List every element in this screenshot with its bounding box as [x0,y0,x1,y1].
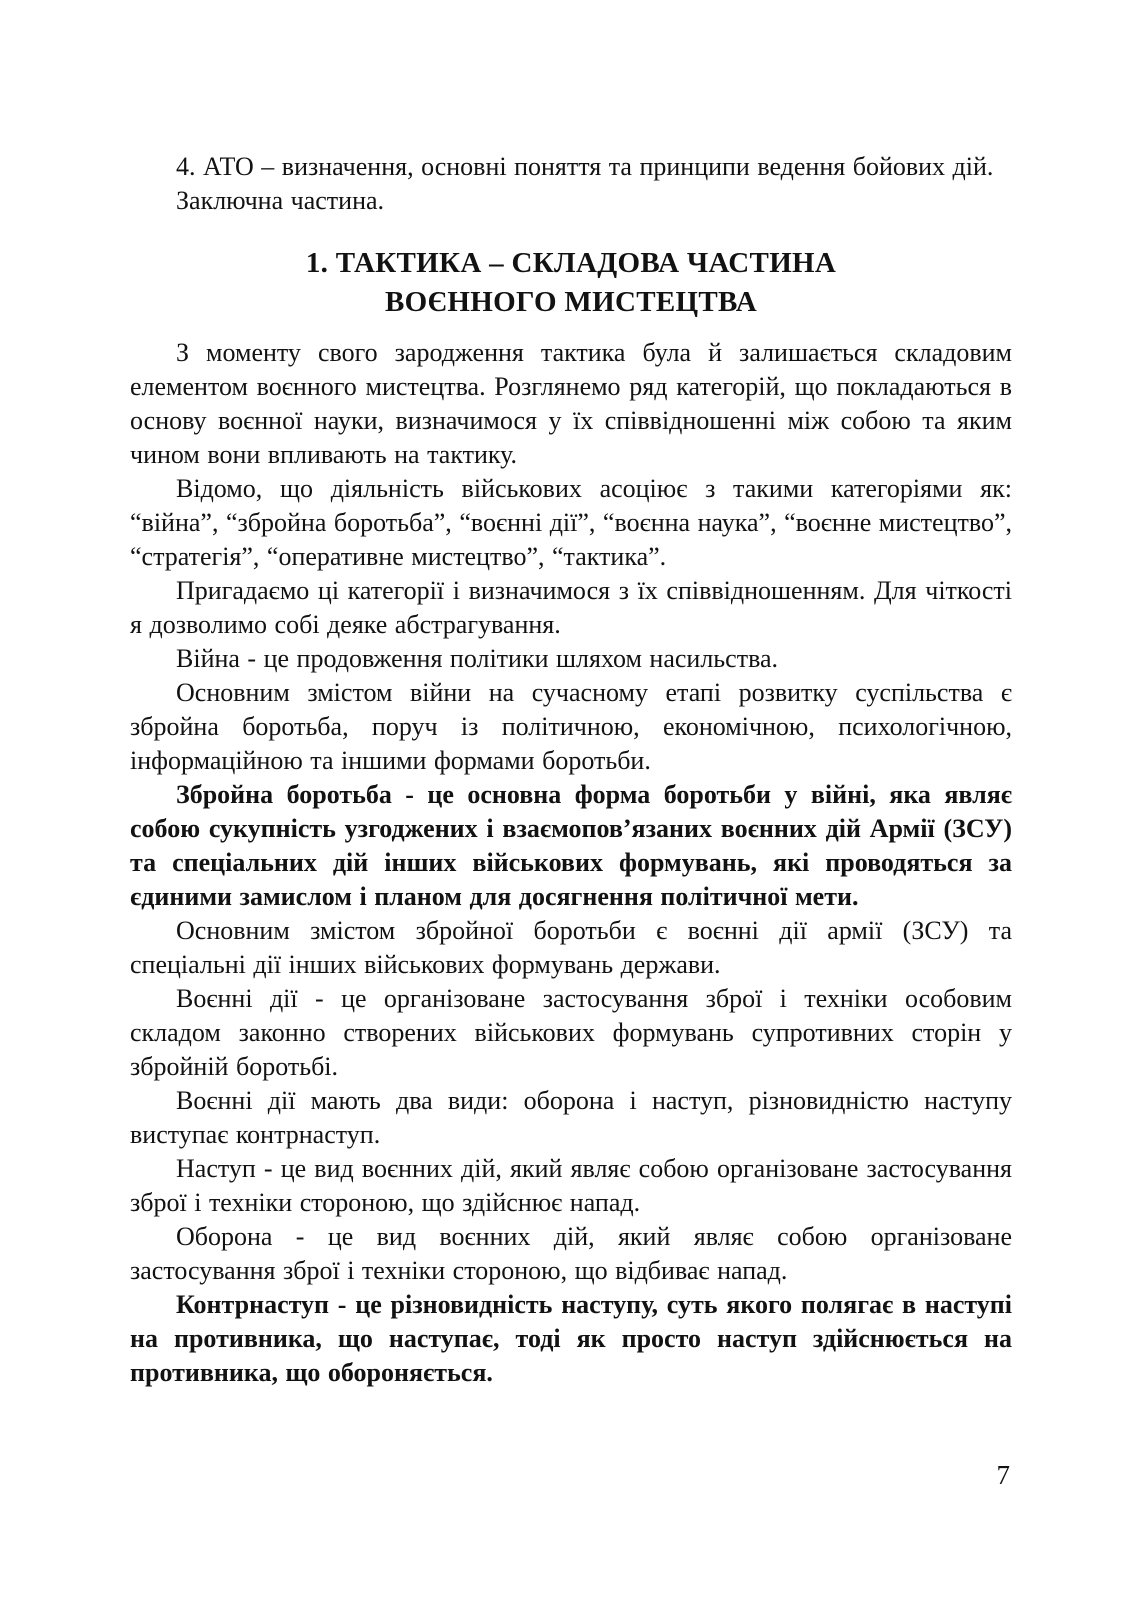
paragraph: Відомо, що діяльність військових асоціює з такими категоріями як: “війна”, “збройна боротьба”, “воєнні дії”, “воєнна наука”, “воєнне мистецтво”, “стратегія”, “оперативне мистецтво”, “тактика”. [130,474,1012,571]
paragraph: Контрнаступ - це різновидність наступу, суть якого полягає в наступі на противника, що наступає, тоді як просто наступ здійснюється на противника, що обороняється. [130,1290,1012,1387]
paragraph: Основним змістом війни на сучасному етапі розвитку суспільства є збройна боротьба, поруч із політичною, економічною, психологічною, інформаційною та іншими формами боротьби. [130,678,1012,775]
paragraph: Воєнні дії - це організоване застосування зброї і техніки особовим складом законно створених військових формувань супротивних сторін у збройній боротьбі. [130,984,1012,1081]
section-heading-line-2: ВОЄННОГО МИСТЕЦТВА [384,286,758,318]
section-heading-line-1: 1. ТАКТИКА – СКЛАДОВА ЧАСТИНА [305,247,837,279]
paragraph: Оборона - це вид воєнних дій, який являє собою організоване застосування зброї і техніки стороною, що відбиває напад. [130,1222,1012,1285]
paragraph: Основним змістом збройної боротьби є воєнні дії армії (ЗСУ) та спеціальні дії інших військових формувань держави. [130,916,1012,979]
paragraph: Пригадаємо ці категорії і визначимося з їх співвідношенням. Для чіткості я дозволимо собі деяке абстрагування. [130,576,1012,639]
paragraph: Воєнні дії мають два види: оборона і наступ, різновидністю наступу виступає контрнаступ. [130,1086,1012,1149]
paragraph: Наступ - це вид воєнних дій, який являє собою організоване застосування зброї і техніки стороною, що здійснює напад. [130,1154,1012,1217]
intro-list-item: 4. АТО – визначення, основні поняття та принципи ведення бойових дій. [176,152,994,181]
page-number: 7 [996,1460,1010,1490]
paragraph: Війна - це продовження політики шляхом насильства. [176,644,779,673]
paragraph: З моменту свого зародження тактика була й залишається складовим елементом воєнного мистецтва. Розглянемо ряд категорій, що покладаються в основу воєнної науки, визначимося у їх співвідношенні між собою та яким чином вони впливають на тактику. [130,338,1012,469]
text-block [130,150,1012,1390]
paragraph: Збройна боротьба - це основна форма боротьби у війні, яка являє собою сукупність узгоджених і взаємопов’язаних воєнних дій Армії (ЗСУ) та спеціальних дій інших військових формувань, які проводяться за єдиними замислом і планом для досягнення політичної мети. [130,780,1012,911]
closing-line: Заключна частина. [176,186,385,215]
section-heading [130,244,1012,322]
